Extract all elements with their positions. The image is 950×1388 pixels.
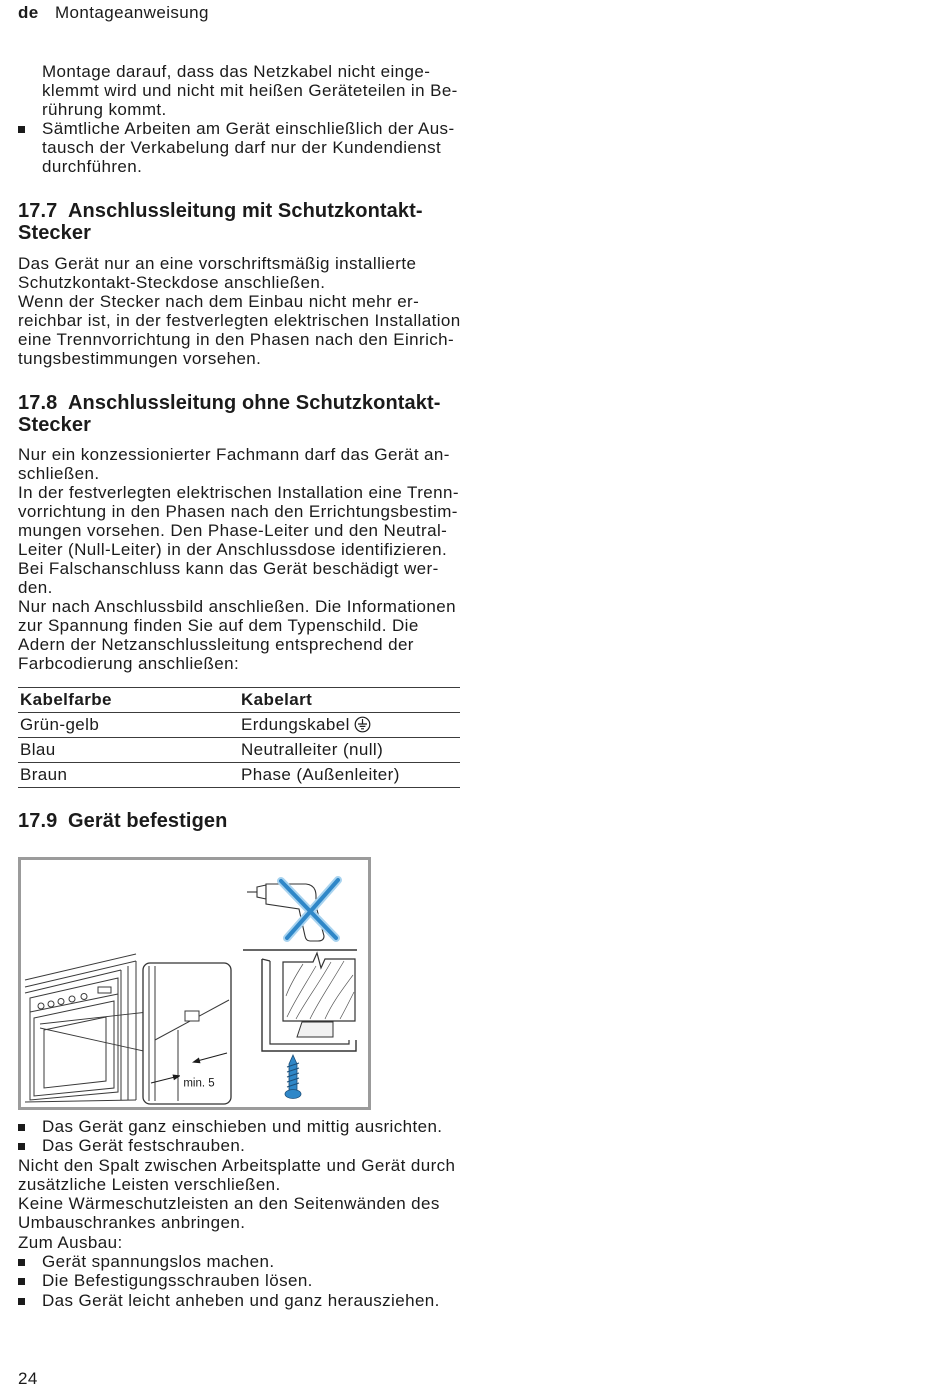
- text-line: klemmt wird und nicht mit heißen Geräteteilen in Be-: [42, 81, 458, 100]
- text-line: vorrichtung in den Phasen nach den Errichtungsbestim-: [18, 502, 458, 521]
- language-code: de: [18, 3, 39, 22]
- section-title: Anschlussleitung mit Schutzkontakt-: [68, 200, 423, 222]
- bullet-item: [18, 1252, 460, 1271]
- bullet-icon: [18, 1298, 25, 1305]
- text-line: Das Gerät festschrauben.: [42, 1136, 246, 1156]
- column-header-cable-color: Kabelfarbe: [20, 690, 112, 709]
- gap-detail-inset: [143, 963, 231, 1104]
- cable-color-cell: Blau: [20, 740, 56, 759]
- cable-type-cell: Phase (Außenleiter): [241, 765, 400, 784]
- text-line: reichbar ist, in der festverlegten elektrischen Installation: [18, 311, 461, 330]
- heading-line: [18, 392, 460, 414]
- bullet-item: [18, 1117, 460, 1136]
- bullet-item: [18, 1136, 460, 1155]
- text-line: rührung kommt.: [42, 100, 167, 119]
- section-number: 17.7: [18, 200, 58, 222]
- text-line: Farbcodierung anschließen:: [18, 654, 240, 673]
- paragraph: [18, 597, 460, 673]
- paragraph: [18, 62, 460, 119]
- bullet-icon: [18, 1259, 25, 1266]
- table-row: [18, 738, 460, 763]
- bullet-item: [18, 1291, 460, 1310]
- column-header-cable-type: Kabelart: [241, 690, 313, 709]
- text-line: Schutzkontakt-Steckdose anschließen.: [18, 273, 326, 292]
- gap-label: min. 5: [183, 1077, 215, 1090]
- earth-lines: [358, 719, 367, 729]
- heading-17-8: [18, 392, 460, 436]
- text-line: Das Gerät nur an eine vorschriftsmäßig installierte: [18, 254, 417, 273]
- text-line: zusätzliche Leisten verschließen.: [18, 1174, 281, 1194]
- cable-type-cell: [241, 713, 371, 737]
- text-line: Umbauschrankes anbringen.: [18, 1213, 246, 1233]
- cable-type-text: Erdungskabel: [241, 715, 350, 734]
- text-line: Gerät spannungslos machen.: [42, 1252, 275, 1272]
- fixing-tab: [297, 1022, 333, 1037]
- heading-line: [18, 810, 460, 832]
- text-line: Keine Wärmeschutzleisten an den Seitenwänden des: [18, 1194, 440, 1214]
- section-17-8-text: [18, 445, 460, 673]
- text-line: Das Gerät leicht anheben und ganz herausziehen.: [42, 1290, 440, 1310]
- text-line: Montage darauf, dass das Netzkabel nicht einge-: [42, 62, 431, 81]
- section-number: 17.9: [18, 810, 58, 832]
- cable-color-table: [18, 687, 460, 788]
- text-line: mungen vorsehen. Den Phase-Leiter und den Neutral-: [18, 521, 448, 540]
- section-number: 17.8: [18, 392, 58, 414]
- paragraph: [18, 483, 460, 597]
- paragraph: [18, 292, 460, 368]
- paragraph: [18, 1233, 460, 1252]
- section-title: Gerät befestigen: [68, 810, 228, 832]
- heading-line: [18, 200, 460, 222]
- bullet-item: [18, 119, 460, 176]
- oven-panel-detail: [185, 1011, 199, 1021]
- cable-type-cell: Neutralleiter (null): [241, 740, 384, 759]
- cable-color-cell: Braun: [20, 765, 68, 784]
- text-line: Die Befestigungsschrauben lösen.: [42, 1271, 313, 1291]
- text-line: durchführen.: [42, 157, 143, 176]
- bullet-icon: [18, 1278, 25, 1285]
- text-line: Nur ein konzessionierter Fachmann darf das Gerät an-: [18, 445, 450, 464]
- intro-text: [18, 62, 460, 176]
- paragraph: [18, 254, 460, 292]
- section-17-7-text: [18, 254, 460, 368]
- table-row: [18, 713, 460, 738]
- cable-color-cell: Grün-gelb: [20, 715, 100, 734]
- text-line: Wenn der Stecker nach dem Einbau nicht mehr er-: [18, 292, 420, 311]
- text-line: tausch der Verkabelung darf nur der Kundendienst: [42, 138, 442, 157]
- text-line: Adern der Netzanschlussleitung entsprechend der: [18, 635, 414, 654]
- bullet-icon: [18, 1143, 25, 1150]
- heading-17-7: [18, 200, 460, 244]
- text-line: Bei Falschanschluss kann das Gerät beschädigt wer-: [18, 559, 439, 578]
- text-line: Zum Ausbau:: [18, 1232, 123, 1252]
- paragraph: [18, 445, 460, 483]
- text-line: den.: [18, 578, 53, 597]
- page-number: 24: [18, 1369, 38, 1388]
- bullet-icon: [18, 1124, 25, 1131]
- table-header-row: [18, 688, 460, 713]
- document-title: Montageanweisung: [55, 3, 209, 22]
- protective-earth-icon: [354, 716, 371, 733]
- text-line: eine Trennvorrichtung in den Phasen nach den Einrich-: [18, 330, 455, 349]
- section-title: Anschlussleitung ohne Schutzkontakt-: [68, 392, 441, 414]
- table-row: [18, 763, 460, 788]
- running-header: [18, 3, 209, 23]
- text-line: Leiter (Null-Leiter) in der Anschlussdose identifizieren.: [18, 540, 448, 559]
- bullet-item: [18, 1271, 460, 1290]
- text-line: tungsbestimmungen vorsehen.: [18, 349, 262, 368]
- paragraph: [18, 1156, 460, 1195]
- text-line: Sämtliche Arbeiten am Gerät einschließlich der Aus-: [42, 119, 455, 138]
- section-17-9-text: [18, 1117, 460, 1310]
- screw-head: [285, 1090, 301, 1099]
- text-line: In der festverlegten elektrischen Installation eine Trenn-: [18, 483, 459, 502]
- text-line: zur Spannung finden Sie auf dem Typenschild. Die: [18, 616, 419, 635]
- heading-line-continued: Stecker: [18, 222, 91, 244]
- paragraph: [18, 1194, 460, 1233]
- text-line: Das Gerät ganz einschieben und mittig ausrichten.: [42, 1117, 443, 1136]
- bullet-icon: [18, 126, 25, 133]
- drill-chuck: [257, 885, 266, 899]
- text-line: schließen.: [18, 464, 100, 483]
- text-line: Nur nach Anschlussbild anschließen. Die Informationen: [18, 597, 456, 616]
- mounting-illustration: [18, 857, 371, 1110]
- text-line: Nicht den Spalt zwischen Arbeitsplatte und Gerät durch: [18, 1155, 456, 1175]
- heading-17-9: [18, 810, 460, 832]
- heading-line-continued: Stecker: [18, 414, 91, 436]
- mounting-figure: [18, 857, 371, 1110]
